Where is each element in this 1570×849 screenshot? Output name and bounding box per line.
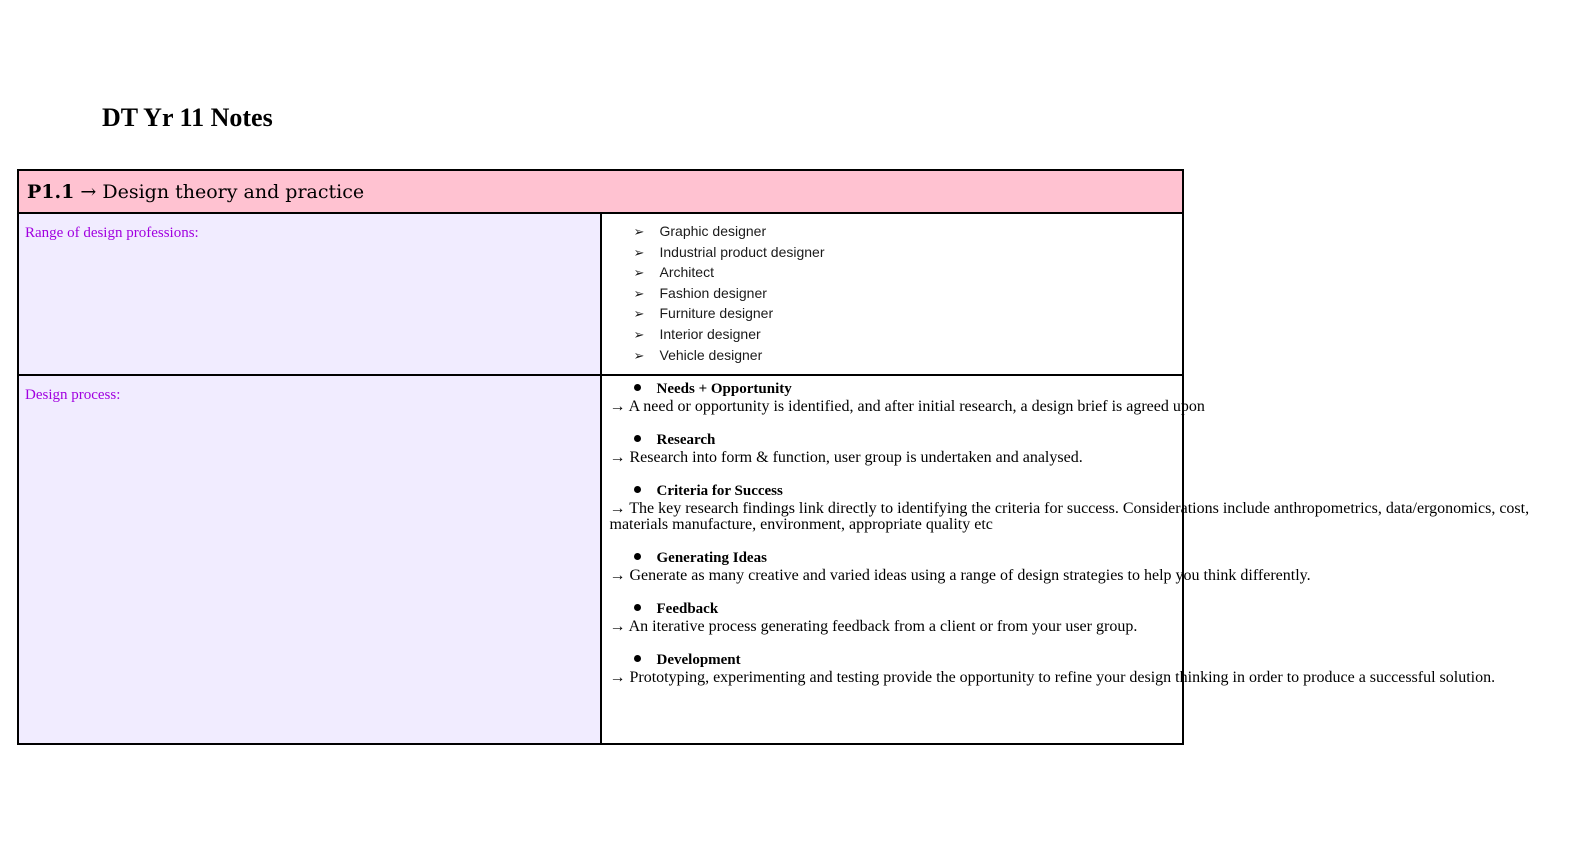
process-content (601, 375, 1530, 744)
list-item: ➢ Vehicle designer (634, 346, 1183, 367)
process-step (610, 433, 1183, 466)
step-description: → Research into form & function, user group is undertaken and analysed. (609, 449, 1083, 467)
step-description: → The key research findings link directly to identifying the criteria for success. Considerations include anthropometrics, data/ergonomics, cost, materials manufacture, environment, appropriate quality etc (609, 500, 1530, 534)
arrow-bullet-icon: ➢ (633, 225, 645, 240)
step-description: → Generate as many creative and varied ideas using a range of design strategies to help you think differently. (609, 567, 1311, 585)
step-heading: Generating Ideas (656, 550, 767, 567)
step-heading: Needs + Opportunity (656, 381, 792, 398)
list-item: ➢ Fashion designer (634, 284, 1183, 305)
process-step (609, 483, 1530, 534)
process-step (610, 602, 1183, 635)
bullet-dot-icon (634, 655, 641, 662)
section-header-row (18, 170, 1183, 213)
professions-row (18, 213, 1183, 375)
list-item: ➢ Graphic designer (634, 222, 1183, 243)
step-heading: Development (656, 652, 741, 669)
section-title: Design theory and practice (102, 180, 365, 203)
step-description: → An iterative process generating feedback from a client or from your user group. (609, 618, 1138, 636)
bullet-dot-icon (634, 486, 641, 493)
list-item: ➢ Architect (634, 263, 1183, 284)
process-step (609, 381, 1205, 416)
document-title: DT Yr 11 Notes (102, 103, 273, 132)
arrow-bullet-icon: ➢ (633, 245, 645, 261)
step-heading: Criteria for Success (656, 483, 783, 500)
step-description: → A need or opportunity is identified, and after initial research, a design brief is agreed upon (609, 398, 1205, 416)
process-step (609, 550, 1311, 585)
arrow-bullet-icon: ➢ (633, 348, 645, 364)
bullet-dot-icon (634, 384, 641, 391)
bullet-dot-icon (634, 435, 641, 442)
professions-label: Range of design professions: (18, 213, 601, 375)
section-header (18, 170, 1183, 213)
process-label: Design process: (18, 375, 601, 744)
process-steps (609, 376, 1530, 708)
list-item: ➢ Industrial product designer (634, 243, 1183, 264)
section-arrow: → (80, 180, 97, 203)
bullet-dot-icon (634, 604, 641, 611)
step-heading: Research (656, 432, 716, 449)
step-heading: Feedback (656, 601, 719, 618)
list-item: ➢ Furniture designer (634, 304, 1183, 325)
process-row (18, 375, 1183, 744)
arrow-bullet-icon: ➢ (633, 286, 645, 302)
professions-content (601, 213, 1184, 375)
arrow-bullet-icon: ➢ (633, 327, 645, 343)
section-code: P1.1 (27, 180, 75, 203)
bullet-dot-icon (634, 553, 641, 560)
list-item: ➢ Interior designer (634, 325, 1183, 346)
arrow-bullet-icon: ➢ (633, 266, 645, 282)
arrow-bullet-icon: ➢ (633, 307, 645, 323)
step-description: → Prototyping, experimenting and testing provide the opportunity to refine your design thinking in order to produce a successful solution. (609, 669, 1496, 687)
process-step (609, 652, 1496, 687)
professions-list (610, 214, 1183, 374)
notes-table (17, 169, 1530, 745)
